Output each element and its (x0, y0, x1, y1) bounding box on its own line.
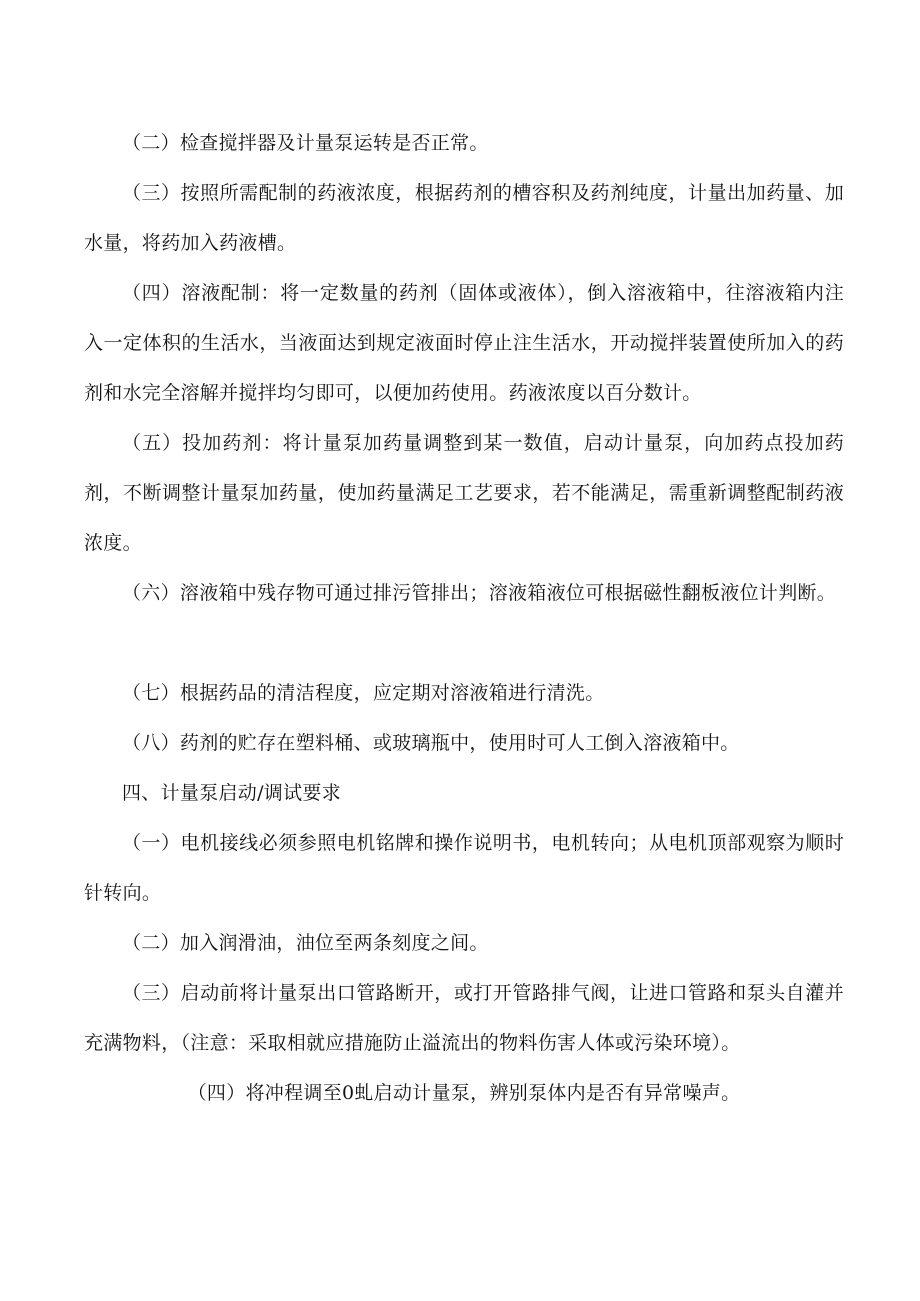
paragraph-check-mixer: （二）检查搅拌器及计量泵运转是否正常。 (122, 132, 489, 154)
paragraph-lubricating-oil: （二）加入润滑油，油位至两条刻度之间。 (122, 932, 489, 954)
paragraph-prestart-priming: （三）启动前将计量泵出口管路断开，或打开管路排气阀，让进口管路和泵头自灌并充满物料，（注意：采取相就应措施防止溢流出的物料伤害人体或污染环境）。 (84, 982, 844, 1054)
paragraph-dosing-calculation: （三）按照所需配制的药液浓度，根据药剂的槽容积及药剂纯度，计量出加药量、加水量，将药加入药液槽。 (84, 182, 844, 254)
paragraph-motor-wiring: （一）电机接线必须参照电机铭牌和操作说明书，电机转向；从电机顶部观察为顺时针转向。 (84, 832, 844, 904)
paragraph-solution-preparation: （四）溶液配制：将一定数量的药剂（固体或液体），倒入溶液箱中，往溶液箱内注入一定体积的生活水，当液面达到规定液面时停止注生活水，开动搅拌装置使所加入的药剂和水完全溶解并搅拌均匀即可，以便加药使用。药液浓度以百分数计。 (84, 282, 844, 404)
paragraph-tank-cleaning: （七）根据药品的清洁程度，应定期对溶液箱进行清洗。 (122, 682, 605, 704)
paragraph-residue-discharge: （六）溶液箱中残存物可通过排污管排出；溶液箱液位可根据磁性翻板液位计判断。 (122, 582, 837, 604)
section-heading-pump-startup: 四、计量泵启动/调试要求 (122, 782, 342, 804)
paragraph-dosing-agent: （五）投加药剂：将计量泵加药量调整到某一数值，启动计量泵，向加药点投加药剂，不断调整计量泵加药量，使加药量满足工艺要求，若不能满足，需重新调整配制药液浓度。 (84, 432, 844, 554)
paragraph-stroke-zero: （四）将冲程调至0虬启动计量泵，辨别泵体内是否有异常噪声。 (187, 1082, 741, 1104)
paragraph-agent-storage: （八）药剂的贮存在塑料桶、或玻璃瓶中，使用时可人工倒入溶液箱中。 (122, 732, 740, 754)
